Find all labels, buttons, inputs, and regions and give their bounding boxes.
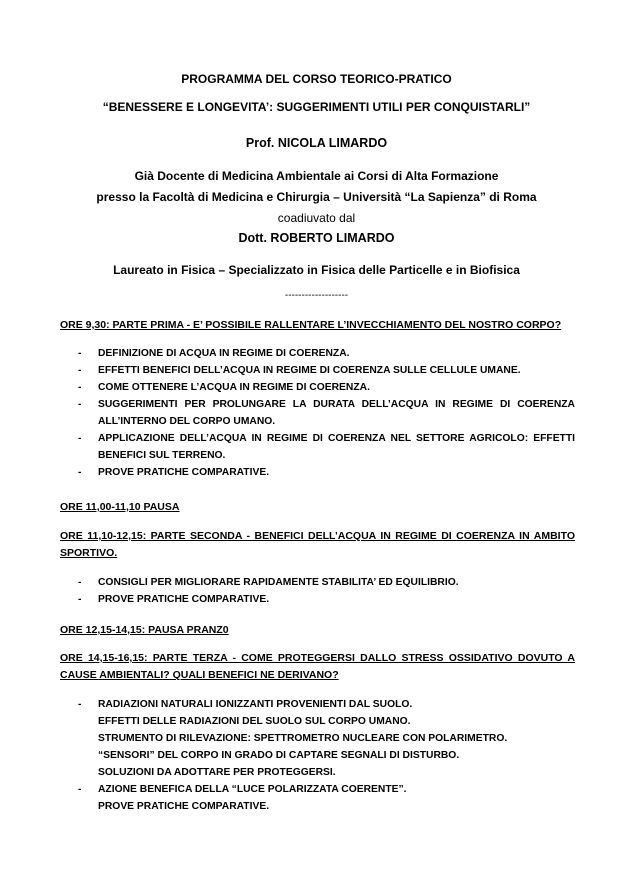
assistant-role: Laureato in Fisica – Specializzato in Fisica delle Particelle e in Biofisica: [113, 263, 520, 277]
section-3-list: [78, 696, 575, 815]
section-3-title: ORE 14,15-16,15: PARTE TERZA - COME PROTEGGERSI DALLO STRESS OSSIDATIVO DOVUTO A CAUSE AMBIENTALI? QUALI BENEFICI NE DERIVANO?: [60, 652, 575, 681]
professor-name: Prof. NICOLA LIMARDO: [245, 136, 388, 150]
list-item-line: SOLUZIONI DA ADOTTARE PER PROTEGGERSI.: [98, 767, 336, 778]
assisted-by: coadiuvato dal: [277, 211, 356, 225]
separator: -------------------: [284, 290, 349, 301]
section-2-list: [78, 574, 575, 608]
list-item-line: STRUMENTO DI RILEVAZIONE: SPETTROMETRO NUCLEARE CON POLARIMETRO.: [98, 733, 508, 744]
professor-role-line-1: Già Docente di Medicina Ambientale ai Corsi di Alta Formazione: [134, 169, 499, 183]
list-item: - SUGGERIMENTI PER PROLUNGARE LA DURATA DELL’ACQUA IN REGIME DI COERENZA ALL’INTERNO DEL CORPO UMANO.: [78, 396, 575, 430]
list-item: - PROVE PRATICHE COMPARATIVE.: [78, 591, 575, 608]
list-item: [78, 696, 575, 781]
professor-role-line-2: presso la Facoltà di Medicina e Chirurgia – Università “La Sapienza” di Roma: [96, 190, 537, 204]
course-title: PROGRAMMA DEL CORSO TEORICO-PRATICO: [181, 72, 452, 86]
list-item-line: “SENSORI” DEL CORPO IN GRADO DI CAPTARE SEGNALI DI DISTURBO.: [98, 750, 460, 761]
section-1-title: ORE 9,30: PARTE PRIMA - E’ POSSIBILE RALLENTARE L’INVECCHIAMENTO DEL NOSTRO CORPO?: [60, 319, 562, 331]
course-subtitle: “BENESSERE E LONGEVITA’: SUGGERIMENTI UTILI PER CONQUISTARLI”: [102, 100, 531, 114]
list-item: - APPLICAZIONE DELL’ACQUA IN REGIME DI COERENZA NEL SETTORE AGRICOLO: EFFETTI BENEFICI SUL TERRENO.: [78, 430, 575, 464]
list-item-line: - RADIAZIONI NATURALI IONIZZANTI PROVENIENTI DAL SUOLO.: [98, 699, 413, 710]
list-item-line: - AZIONE BENEFICA DELLA “LUCE POLARIZZATA COERENTE”.: [98, 784, 407, 795]
assistant-name: Dott. ROBERTO LIMARDO: [238, 231, 395, 245]
section-1-list: [78, 345, 575, 481]
list-item: - DEFINIZIONE DI ACQUA IN REGIME DI COERENZA.: [78, 345, 575, 362]
professor-role: [0, 166, 633, 229]
list-item-line: EFFETTI DELLE RADIAZIONI DEL SUOLO SUL CORPO UMANO.: [98, 716, 411, 727]
pause-2: ORE 12,15-14,15: PAUSA PRANZ0: [60, 624, 229, 636]
list-item: - COME OTTENERE L’ACQUA IN REGIME DI COERENZA.: [78, 379, 575, 396]
list-item: - CONSIGLI PER MIGLIORARE RAPIDAMENTE STABILITA’ ED EQUILIBRIO.: [78, 574, 575, 591]
list-item: - PROVE PRATICHE COMPARATIVE.: [78, 464, 575, 481]
section-2-title: ORE 11,10-12,15: PARTE SECONDA - BENEFICI DELL’ACQUA IN REGIME DI COERENZA IN AMBITO SPORTIVO.: [60, 530, 575, 559]
pause-1: ORE 11,00-11,10 PAUSA: [60, 501, 180, 513]
list-item-line: PROVE PRATICHE COMPARATIVE.: [98, 801, 270, 812]
list-item: [78, 781, 575, 815]
list-item: - EFFETTI BENEFICI DELL’ACQUA IN REGIME DI COERENZA SULLE CELLULE UMANE.: [78, 362, 575, 379]
